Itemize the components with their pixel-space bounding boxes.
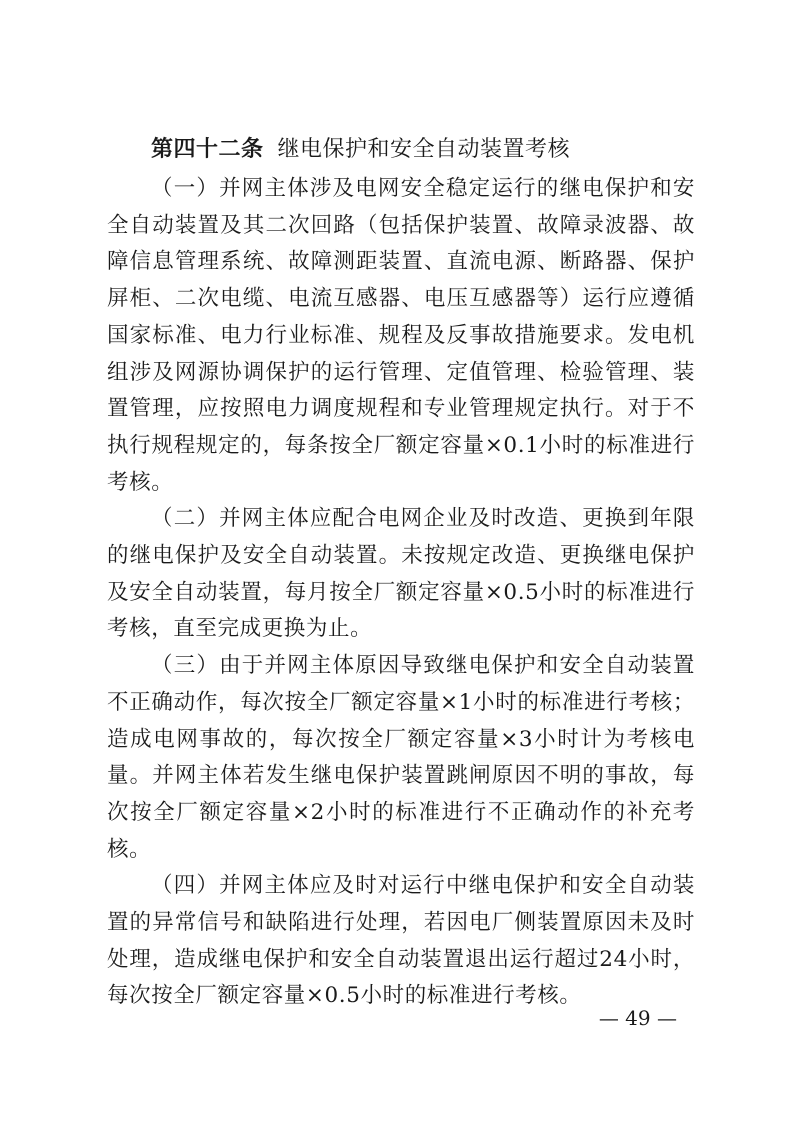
paragraph-4: （四）并网主体应及时对运行中继电保护和安全自动装置的异常信号和缺陷进行处理，若因电厂侧装置原因未及时处理，造成继电保护和安全自动装置退出运行超过24小时，每次按全厂额定容量×0.5小时的标准进行考核。: [107, 873, 695, 1009]
article-number: 第四十二条: [151, 136, 264, 162]
paragraph-2: （二）并网主体应配合电网企业及时改造、更换到年限的继电保护及安全自动装置。未按规定改造、更换继电保护及安全自动装置，每月按全厂额定容量×0.5小时的标准进行考核，直至完成更换为止。: [107, 506, 695, 642]
article-heading: [151, 131, 570, 168]
article-body: [107, 171, 695, 1015]
paragraph-1: （一）并网主体涉及电网安全稳定运行的继电保护和安全自动装置及其二次回路（包括保护装置、故障录波器、故障信息管理系统、故障测距装置、直流电源、断路器、保护屏柜、二次电缆、电流互感器、电压互感器等）运行应遵循国家标准、电力行业标准、规程及反事故措施要求。发电机组涉及网源协调保护的运行管理、定值管理、检验管理、装置管理，应按照电力调度规程和专业管理规定执行。对于不执行规程规定的，每条按全厂额定容量×0.1小时的标准进行考核。: [107, 176, 695, 495]
page-number: — 49 —: [598, 1006, 677, 1030]
article-topic: 继电保护和安全自动装置考核: [277, 137, 571, 162]
paragraph-3: （三）由于并网主体原因导致继电保护和安全自动装置不正确动作，每次按全厂额定容量×1小时的标准进行考核；造成电网事故的，每次按全厂额定容量×3小时计为考核电量。并网主体若发生继电保护装置跳闸原因不明的事故，每次按全厂额定容量×2小时的标准进行不正确动作的补充考核。: [107, 653, 695, 862]
